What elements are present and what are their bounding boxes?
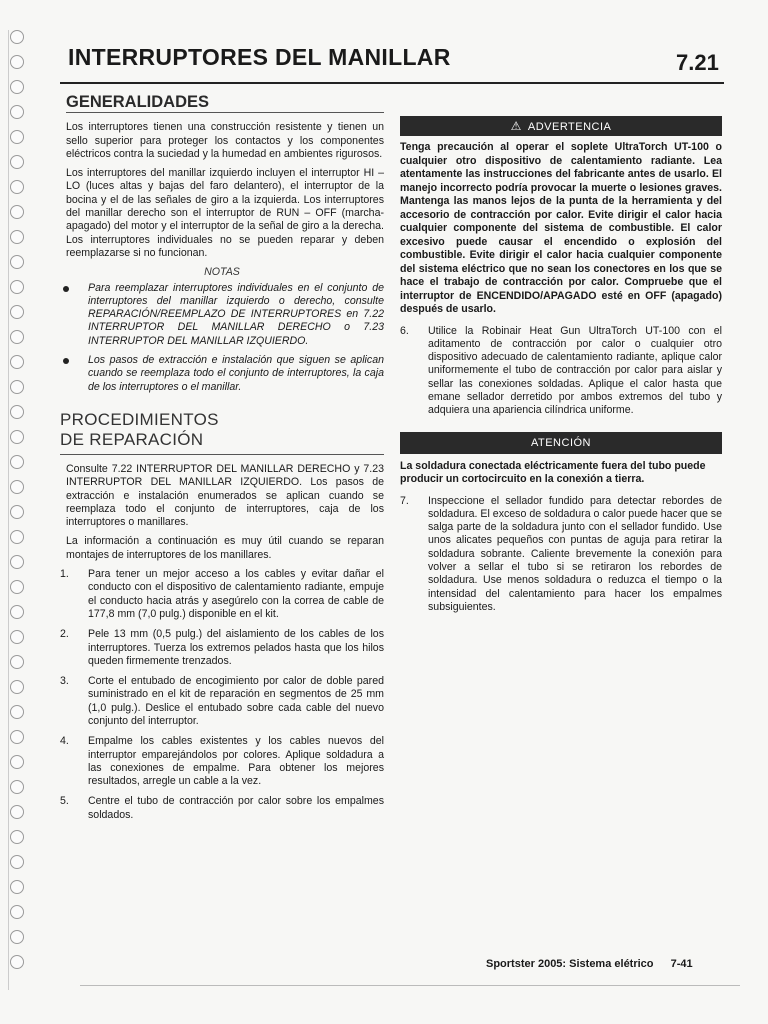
step-number: 2. (60, 628, 69, 641)
page-title: INTERRUPTORES DEL MANILLAR (68, 44, 451, 70)
header-rule (60, 82, 724, 84)
binder-hole (10, 155, 24, 169)
binder-holes (10, 30, 30, 990)
binder-hole (10, 730, 24, 744)
step-item (60, 795, 384, 822)
binder-edge-line (8, 30, 9, 990)
step-text: Pele 13 mm (0,5 pulg.) del aislamiento de los cables de los interruptores. Tuerza los extremos pelados hasta que los hilos queden firmemente trenzados. (88, 628, 384, 667)
step-number: 6. (400, 324, 409, 337)
binder-hole (10, 630, 24, 644)
binder-hole (10, 380, 24, 394)
binder-hole (10, 530, 24, 544)
binder-hole (10, 855, 24, 869)
binder-hole (10, 255, 24, 269)
step-item (400, 325, 722, 418)
binder-hole (10, 505, 24, 519)
step-item (60, 568, 384, 621)
right-column (400, 116, 722, 621)
section-number: 7.21 (676, 50, 719, 75)
step-text: Inspeccione el sellador fundido para detectar rebordes de soldadura. El exceso de soldadura o calor puede hacer que se salga parte de la soldadura junto con el sellador fundido. Use unos alicates pequeños con puntas de aguja para retirar la soldadura sobrante. Caliente brevemente la conexión para volver a sellar el tubo si se retiraron los rebordes de soldadura. Use menos soldadura o reduzca el tiempo o la intensidad del calentamiento para hacer los empalmes subsiguientes. (428, 494, 722, 613)
binder-hole (10, 555, 24, 569)
procedures-paragraph-1: Consulte 7.22 INTERRUPTOR DEL MANILLAR DERECHO y 7.23 INTERRUPTOR DEL MANILLAR IZQUIERDO. Los pasos de extracción e instalación enumerados se aplican cuando se reemplaza todo el conjunto de interruptores, caja de los interruptores o manillares. (66, 462, 384, 529)
binder-hole (10, 130, 24, 144)
warning-banner (400, 116, 722, 136)
binder-hole (10, 55, 24, 69)
page-footer (486, 958, 693, 970)
notes-list (60, 282, 384, 394)
attention-banner: ATENCIÓN (400, 432, 722, 454)
generalidades-paragraph-1: Los interruptores tienen una construcción resistente y tienen un sello superior para proteger los contactos y los componentes eléctricos contra la suciedad y la humedad en ambientes rigurosos. (66, 121, 384, 160)
binder-hole (10, 430, 24, 444)
binder-hole (10, 280, 24, 294)
steps-list-continued (400, 325, 722, 418)
binder-hole (10, 480, 24, 494)
binder-hole (10, 905, 24, 919)
binder-hole (10, 455, 24, 469)
step-item (400, 495, 722, 615)
step-text: Centre el tubo de contracción por calor sobre los empalmes soldados. (88, 795, 384, 821)
procedures-paragraph-2: La información a continuación es muy útil cuando se reparan montajes de interruptores de los manillares. (66, 535, 384, 561)
binder-hole (10, 680, 24, 694)
step-number: 7. (400, 494, 409, 507)
binder-hole (10, 955, 24, 969)
binder-hole (10, 180, 24, 194)
binder-hole (10, 880, 24, 894)
binder-hole (10, 30, 24, 44)
binder-hole (10, 80, 24, 94)
left-column (60, 93, 384, 829)
binder-hole (10, 780, 24, 794)
note-item: Para reemplazar interruptores individuales en el conjunto de interruptores del manillar izquierdo o derecho, consulte REPARACIÓN/REEMPLAZO DE INTERRUPTORES en 7.22 INTERRUPTOR DEL MANILLAR DERECHO o 7.23 INTERRUPTOR DEL MANILLAR IZQUIERDO. (60, 282, 384, 348)
step-item (60, 735, 384, 788)
step-number: 4. (60, 735, 69, 748)
binder-hole (10, 355, 24, 369)
binder-hole (10, 580, 24, 594)
generalidades-heading: GENERALIDADES (66, 93, 210, 111)
attention-text: La soldadura conectada eléctricamente fuera del tubo puede producir un cortocircuito en la conexión a tierra. (400, 459, 706, 486)
warning-triangle-icon: ⚠ (510, 119, 522, 133)
page-number: 7-41 (670, 958, 693, 970)
step-number: 3. (60, 675, 69, 688)
binder-hole (10, 655, 24, 669)
procedures-heading (60, 410, 384, 450)
binder-hole (10, 605, 24, 619)
warning-label: ADVERTENCIA (527, 121, 612, 133)
manual-title: Sportster 2005: Sistema elétrico (486, 958, 654, 970)
step-text: Corte el entubado de encogimiento por calor de doble pared suministrado en el kit de reparación en segmentos de 25 mm (1,0 pulg.). Deslice el entubado sobre cada cable del nuevo conjunto del interruptor. (88, 675, 384, 727)
heading-rule (66, 112, 384, 113)
step-item (60, 628, 384, 668)
steps-list-continued (400, 495, 722, 615)
heading-rule (60, 454, 384, 455)
binder-hole (10, 105, 24, 119)
binder-hole (10, 405, 24, 419)
procedures-heading-line-1: PROCEDIMIENTOS (60, 409, 219, 429)
binder-hole (10, 205, 24, 219)
binder-hole (10, 930, 24, 944)
step-text: Para tener un mejor acceso a los cables y evitar dañar el conducto con el dispositivo de calentamiento radiante, empuje el conducto hacia atrás y asegúrelo con la correa de cable de 177,8 mm (7,0 pulg.) disponible en el kit. (88, 568, 384, 620)
step-number: 5. (60, 795, 69, 808)
binder-hole (10, 705, 24, 719)
step-text: Empalme los cables existentes y los cables nuevos del interruptor emparejándolos por colores. Aplique soldadura a las conexiones de empalme. Para obtener los mejores resultados, arregle un cable a la vez. (88, 735, 384, 788)
notes-heading: NOTAS (204, 266, 240, 279)
procedures-heading-line-2: DE REPARACIÓN (60, 429, 204, 449)
binder-hole (10, 305, 24, 319)
bottom-rule (80, 985, 740, 986)
warning-text: Tenga precaución al operar el soplete UltraTorch UT-100 o cualquier otro dispositivo de calentamiento radiante. Lea atentamente las instrucciones del fabricante antes de usarlo. El manejo incorrecto podría provocar la muerte o lesiones graves. Mantenga las manos lejos de la punta de la herramienta y del accesorio de contracción por calor. Evite dirigir el calor hacia cualquier componente del sistema de combustible. El calor excesivo puede causar el encendido o explosión del combustible. Evite dirigir el calor hacia cualquier componente del sistema eléctrico que no sean los conectores en los que se hace el trabajo de contracción por calor. Compruebe que el interruptor de ENCENDIDO/APAGADO esté en OFF (apagado) después de usarlo. (400, 141, 722, 315)
step-number: 1. (60, 568, 69, 581)
binder-hole (10, 330, 24, 344)
note-item: Los pasos de extracción e instalación que siguen se aplican cuando se reemplaza todo el conjunto de interruptores, la caja de los interruptores o el manillar. (60, 354, 384, 394)
step-item (60, 675, 384, 728)
binder-hole (10, 755, 24, 769)
binder-hole (10, 805, 24, 819)
steps-list (60, 568, 384, 822)
step-text: Utilice la Robinair Heat Gun UltraTorch UT-100 con el aditamento de contracción por calor o cualquier otro dispositivo adecuado de calentamiento radiante, aplique calor uniformemente el tubo de contracción por calor para aislar y sellar las conexiones soldadas. Aplique el calor hasta que emane sellador derretido por ambos extremos del tubo y adquiera una apariencia cilíndrica uniforme. (428, 324, 722, 417)
generalidades-paragraph-2: Los interruptores del manillar izquierdo incluyen el interruptor HI – LO (luces altas y bajas del faro delantero), el interruptor de la bocina y el de las señales de giro a la izquierda. Los interruptores del manillar derecho son el interruptor de RUN – OFF (marcha-apagado) del motor y el interruptor de la señal de giro a la derecha. Los interruptores individuales no se pueden reparar y deben reemplazarse si no funcionan. (66, 167, 384, 259)
binder-hole (10, 230, 24, 244)
binder-hole (10, 830, 24, 844)
